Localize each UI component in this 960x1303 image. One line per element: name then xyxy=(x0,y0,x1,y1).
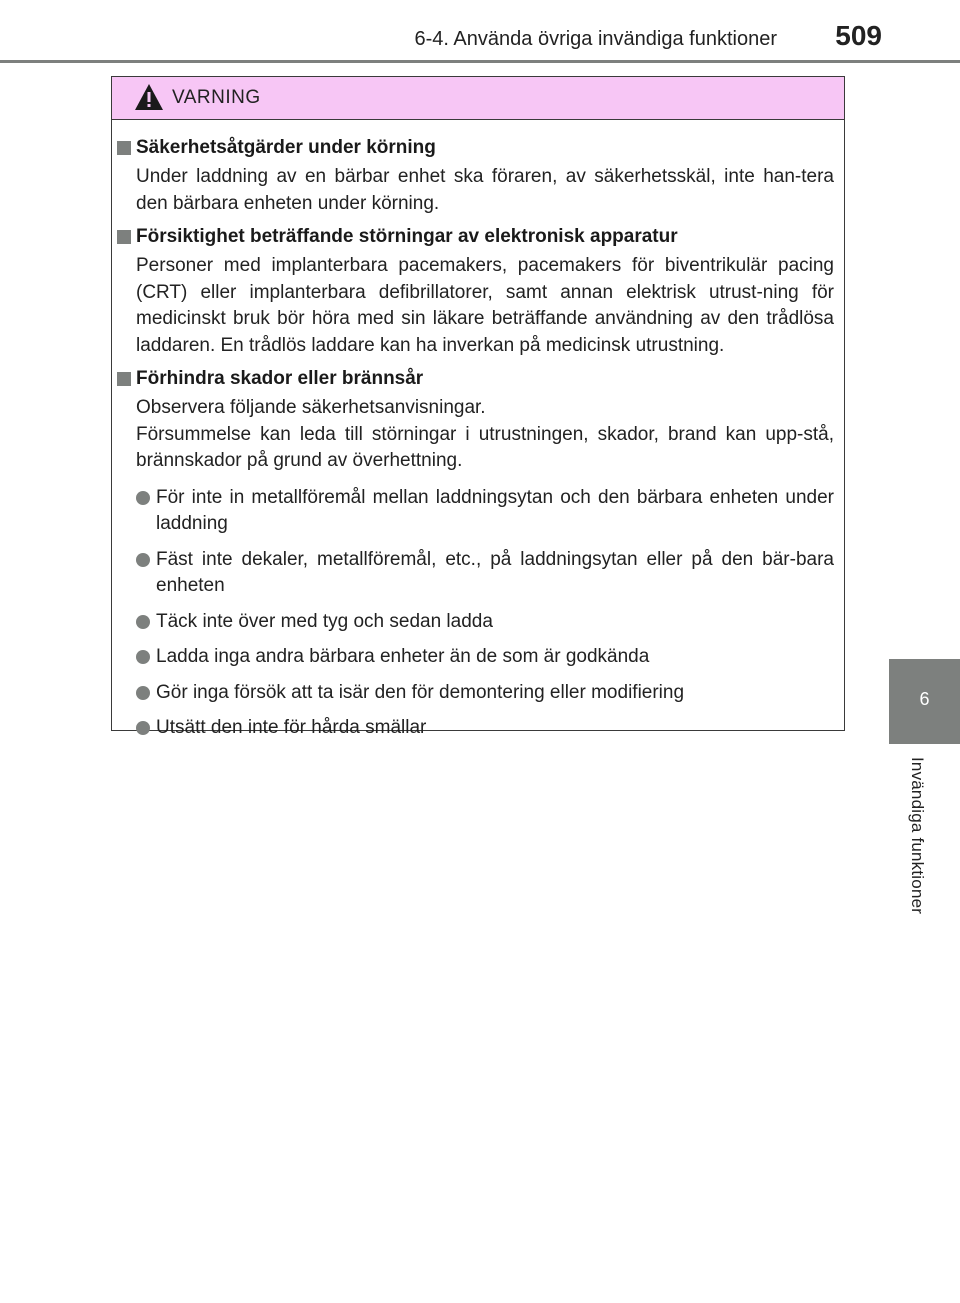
round-bullet-icon xyxy=(136,721,150,735)
paragraph: Försummelse kan leda till störningar i utrustningen, skador, brand kan upp-stå, brännskador på grund av överhettning. xyxy=(136,423,834,471)
section-heading: Säkerhetsåtgärder under körning xyxy=(112,134,834,162)
round-bullet-icon xyxy=(136,615,150,629)
section-heading: Förhindra skador eller brännsår xyxy=(112,365,834,393)
header-divider xyxy=(0,60,960,63)
warning-triangle-icon xyxy=(134,83,164,111)
list-item: Gör inga försök att ta isär den för demontering eller modifiering xyxy=(112,680,834,707)
round-bullet-icon xyxy=(136,553,150,567)
section-heading: Försiktighet beträffande störningar av elektronisk apparatur xyxy=(112,223,834,251)
warning-box xyxy=(111,76,845,738)
paragraph: Observera följande säkerhetsanvisningar. xyxy=(136,397,486,418)
chapter-tab xyxy=(889,659,960,744)
square-bullet-icon xyxy=(117,372,131,386)
paragraph: Personer med implanterbara pacemakers, pacemakers för biventrikulär pacing (CRT) eller implanterbara defibrillatorer, samt annan elektrisk utrust-ning för medicinskt bruk bör höra med sin läkare beträffande användning av den trådlösa laddaren. En trådlös laddare kan ha inverkan på medicinsk utrustning. xyxy=(136,255,834,356)
round-bullet-icon xyxy=(136,650,150,664)
bullet-list xyxy=(112,485,834,742)
warning-section xyxy=(112,365,834,742)
square-bullet-icon xyxy=(117,141,131,155)
page-number: 509 xyxy=(835,20,882,51)
page-header xyxy=(0,0,960,62)
warning-section xyxy=(112,223,834,359)
round-bullet-icon xyxy=(136,491,150,505)
list-item: Utsätt den inte för hårda smällar xyxy=(112,715,834,742)
list-item: För inte in metallföremål mellan laddningsytan och den bärbara enheten under laddning xyxy=(112,485,834,538)
list-item: Ladda inga andra bärbara enheter än de som är godkända xyxy=(112,644,834,671)
round-bullet-icon xyxy=(136,686,150,700)
warning-label: VARNING xyxy=(172,87,261,108)
chapter-number: 6 xyxy=(919,689,930,709)
paragraph: Under laddning av en bärbar enhet ska föraren, av säkerhetsskäl, inte han-tera den bärbara enheten under körning. xyxy=(136,166,834,214)
chapter-label: Invändiga funktioner xyxy=(908,757,927,915)
square-bullet-icon xyxy=(117,230,131,244)
list-item: Täck inte över med tyg och sedan ladda xyxy=(112,609,834,636)
warning-body xyxy=(112,120,844,742)
section-title: 6-4. Använda övriga invändiga funktioner xyxy=(414,28,777,50)
warning-header xyxy=(112,77,844,120)
list-item: Fäst inte dekaler, metallföremål, etc., på laddningsytan eller på den bär-bara enheten xyxy=(112,547,834,600)
warning-section xyxy=(112,134,834,217)
